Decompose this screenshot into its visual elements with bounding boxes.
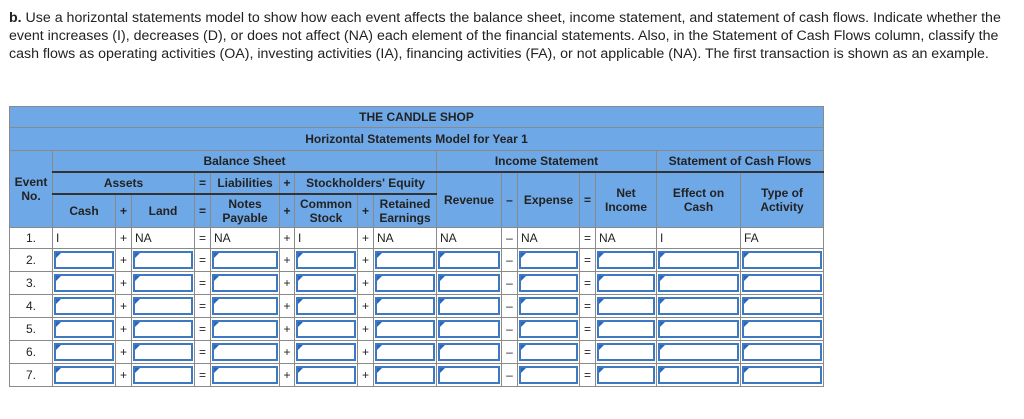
input-notes[interactable]: [212, 274, 278, 292]
effect-on-cash-header: Effect on Cash: [657, 172, 741, 227]
table-subtitle: Horizontal Statements Model for Year 1: [10, 128, 824, 151]
input-common[interactable]: [296, 251, 356, 269]
input-effect[interactable]: [658, 274, 739, 292]
input-type[interactable]: [742, 320, 822, 338]
op-plus: +: [116, 294, 132, 317]
op-minus: –: [502, 172, 518, 227]
input-effect[interactable]: [658, 320, 739, 338]
op-plus: +: [358, 194, 374, 227]
balance-sheet-header: Balance Sheet: [53, 151, 437, 173]
input-retained[interactable]: [375, 320, 435, 338]
cell-cash: I: [53, 227, 116, 248]
op-plus: +: [116, 317, 132, 340]
input-net[interactable]: [597, 274, 655, 292]
input-notes[interactable]: [212, 251, 278, 269]
input-type[interactable]: [742, 274, 822, 292]
input-common[interactable]: [296, 320, 356, 338]
input-expense[interactable]: [519, 343, 578, 361]
cell-retained-earnings: NA: [374, 227, 437, 248]
table-row: [10, 271, 824, 294]
input-common[interactable]: [296, 366, 356, 384]
input-cash[interactable]: [54, 297, 114, 315]
input-land[interactable]: [133, 251, 193, 269]
op-plus: +: [116, 194, 132, 227]
op-eq: =: [580, 317, 596, 340]
op-eq: =: [580, 363, 596, 386]
input-expense[interactable]: [519, 366, 578, 384]
op-plus: +: [358, 363, 374, 386]
cell-land: NA: [132, 227, 195, 248]
op-eq: =: [195, 172, 211, 194]
horizontal-statements-model: [9, 106, 824, 387]
op-plus: +: [116, 227, 132, 248]
question-body: Use a horizontal statements model to show how each event affects the balance sheet, income statement, and statement of cash flows. Indicate whether the event increases (I), decreases (D), or does not affect (NA) each element of the financial statements. Also, in the Statement of Cash Flows column, classify the cash flows as operating activities (OA), investing activities (IA), financing activities (FA), or not applicable (NA). The first transaction is shown as an example.: [9, 10, 1001, 62]
op-plus: +: [280, 340, 295, 363]
op-eq: =: [195, 294, 211, 317]
notes-payable-header: Notes Payable: [211, 194, 280, 227]
revenue-header: Revenue: [437, 172, 502, 227]
op-plus: +: [358, 248, 374, 271]
op-plus: +: [280, 227, 295, 248]
op-eq: =: [195, 363, 211, 386]
input-cash[interactable]: [54, 274, 114, 292]
op-minus: –: [502, 271, 518, 294]
op-minus: –: [502, 248, 518, 271]
input-cash[interactable]: [54, 251, 114, 269]
table-title: THE CANDLE SHOP: [10, 107, 824, 128]
question-label: b.: [9, 10, 22, 26]
cash-flows-header: Statement of Cash Flows: [657, 151, 824, 173]
input-net[interactable]: [597, 343, 655, 361]
table-row: [10, 317, 824, 340]
input-expense[interactable]: [519, 251, 578, 269]
input-revenue[interactable]: [438, 366, 500, 384]
input-cash[interactable]: [54, 320, 114, 338]
event-number: 1.: [10, 227, 53, 248]
input-land[interactable]: [133, 274, 193, 292]
common-stock-header: Common Stock: [295, 194, 358, 227]
op-plus: +: [358, 271, 374, 294]
net-income-header: Net Income: [596, 172, 657, 227]
input-common[interactable]: [296, 297, 356, 315]
liabilities-header: Liabilities: [211, 172, 280, 194]
cell-expense: NA: [518, 227, 580, 248]
op-plus: +: [280, 317, 295, 340]
cell-effect-on-cash: I: [657, 227, 741, 248]
event-number: 7.: [10, 363, 53, 386]
cash-header: Cash: [53, 194, 116, 227]
cell-type-of-activity: FA: [741, 227, 824, 248]
op-plus: +: [358, 317, 374, 340]
event-header: Event No.: [10, 151, 53, 228]
table-row: [10, 363, 824, 386]
input-notes[interactable]: [212, 320, 278, 338]
cell-notes-payable: NA: [211, 227, 280, 248]
op-eq: =: [580, 340, 596, 363]
op-eq: =: [580, 227, 596, 248]
op-eq: =: [580, 294, 596, 317]
input-land[interactable]: [133, 366, 193, 384]
question-text: [9, 9, 1009, 63]
retained-earnings-header: Retained Earnings: [374, 194, 437, 227]
input-cash[interactable]: [54, 343, 114, 361]
input-effect[interactable]: [658, 297, 739, 315]
input-land[interactable]: [133, 297, 193, 315]
cell-net-income: NA: [596, 227, 657, 248]
input-effect[interactable]: [658, 366, 739, 384]
cell-common-stock: I: [295, 227, 358, 248]
cell-revenue: NA: [437, 227, 502, 248]
op-plus: +: [116, 271, 132, 294]
op-eq: =: [195, 227, 211, 248]
op-plus: +: [358, 340, 374, 363]
op-plus: +: [280, 194, 295, 227]
op-minus: –: [502, 363, 518, 386]
input-land[interactable]: [133, 343, 193, 361]
input-notes[interactable]: [212, 366, 278, 384]
table-row: [10, 340, 824, 363]
op-minus: –: [502, 340, 518, 363]
op-minus: –: [502, 317, 518, 340]
input-retained[interactable]: [375, 251, 435, 269]
op-plus: +: [280, 271, 295, 294]
op-eq: =: [195, 317, 211, 340]
op-minus: –: [502, 294, 518, 317]
income-statement-header: Income Statement: [437, 151, 657, 173]
event-number: 2.: [10, 248, 53, 271]
type-of-activity-header: Type of Activity: [741, 172, 824, 227]
op-plus: +: [280, 248, 295, 271]
table-row: [10, 227, 824, 248]
table-row: [10, 248, 824, 271]
expense-header: Expense: [518, 172, 580, 227]
op-plus: +: [358, 227, 374, 248]
input-cash[interactable]: [54, 366, 114, 384]
input-type[interactable]: [742, 366, 822, 384]
op-eq: =: [580, 271, 596, 294]
event-number: 3.: [10, 271, 53, 294]
input-type[interactable]: [742, 251, 822, 269]
op-minus: –: [502, 227, 518, 248]
op-plus: +: [358, 294, 374, 317]
equity-header: Stockholders' Equity: [295, 172, 437, 194]
op-eq: =: [580, 172, 596, 227]
event-number: 4.: [10, 294, 53, 317]
input-type[interactable]: [742, 343, 822, 361]
input-revenue[interactable]: [438, 297, 500, 315]
input-effect[interactable]: [658, 343, 739, 361]
input-common[interactable]: [296, 343, 356, 361]
op-plus: +: [280, 363, 295, 386]
event-number: 5.: [10, 317, 53, 340]
input-common[interactable]: [296, 274, 356, 292]
op-eq: =: [195, 194, 211, 227]
input-expense[interactable]: [519, 297, 578, 315]
input-type[interactable]: [742, 297, 822, 315]
input-net[interactable]: [597, 320, 655, 338]
input-retained[interactable]: [375, 366, 435, 384]
input-retained[interactable]: [375, 343, 435, 361]
input-land[interactable]: [133, 320, 193, 338]
op-plus: +: [116, 248, 132, 271]
input-revenue[interactable]: [438, 343, 500, 361]
input-net[interactable]: [597, 366, 655, 384]
input-retained[interactable]: [375, 274, 435, 292]
op-eq: =: [195, 248, 211, 271]
op-plus: +: [116, 340, 132, 363]
input-effect[interactable]: [658, 251, 739, 269]
input-revenue[interactable]: [438, 251, 500, 269]
op-plus: +: [280, 294, 295, 317]
input-notes[interactable]: [212, 297, 278, 315]
input-net[interactable]: [597, 297, 655, 315]
table-row: [10, 294, 824, 317]
input-net[interactable]: [597, 251, 655, 269]
input-expense[interactable]: [519, 320, 578, 338]
assets-header: Assets: [53, 172, 195, 194]
input-revenue[interactable]: [438, 320, 500, 338]
op-eq: =: [580, 248, 596, 271]
land-header: Land: [132, 194, 195, 227]
input-expense[interactable]: [519, 274, 578, 292]
op-plus: +: [280, 172, 295, 194]
event-number: 6.: [10, 340, 53, 363]
op-eq: =: [195, 340, 211, 363]
input-retained[interactable]: [375, 297, 435, 315]
op-plus: +: [116, 363, 132, 386]
op-eq: =: [195, 271, 211, 294]
input-revenue[interactable]: [438, 274, 500, 292]
input-notes[interactable]: [212, 343, 278, 361]
